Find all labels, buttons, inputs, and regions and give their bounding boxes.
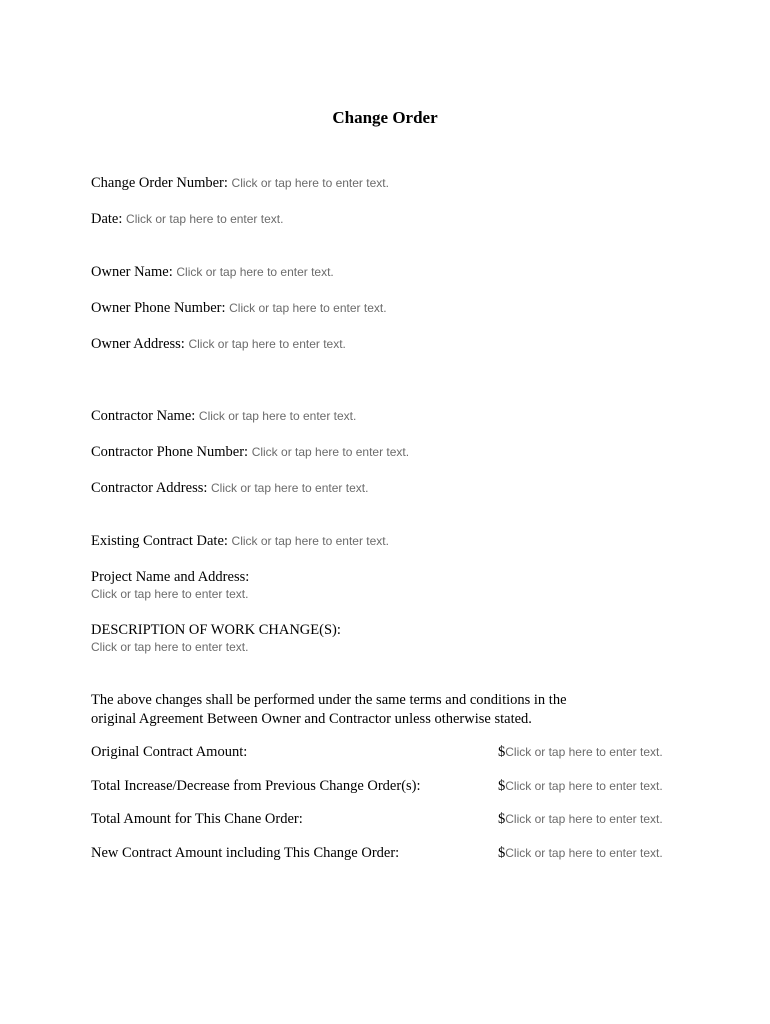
- field-contractor-address: [91, 479, 368, 497]
- terms-line: original Agreement Between Owner and Contractor unless otherwise stated.: [91, 711, 532, 727]
- field-date: [91, 210, 283, 228]
- contractor-phone-input[interactable]: Click or tap here to enter text.: [251, 445, 410, 459]
- amount-row-original: [91, 743, 691, 761]
- field-owner-address: [91, 335, 346, 353]
- field-label: Contractor Phone Number:: [91, 444, 252, 460]
- amount-row-this-change-order: [91, 810, 691, 828]
- field-label: Date:: [91, 211, 127, 227]
- owner-phone-input[interactable]: Click or tap here to enter text.: [229, 301, 387, 315]
- field-label: Contractor Address:: [91, 480, 212, 496]
- field-label: Contractor Name:: [91, 408, 199, 424]
- project-name-label: Project Name and Address:: [91, 569, 250, 585]
- amount-label: Original Contract Amount:: [91, 744, 248, 760]
- amount-row-increase-decrease: [91, 777, 691, 795]
- amount-label: Total Amount for This Chane Order:: [91, 811, 303, 827]
- increase-decrease-input[interactable]: Click or tap here to enter text.: [505, 779, 663, 793]
- owner-address-input[interactable]: Click or tap here to enter text.: [188, 337, 346, 351]
- document-title: Change Order: [332, 108, 438, 127]
- terms-line: The above changes shall be performed under the same terms and conditions in the: [91, 692, 567, 708]
- project-name-input[interactable]: Click or tap here to enter text.: [91, 587, 249, 601]
- field-owner-phone: [91, 299, 387, 317]
- new-contract-amount-input[interactable]: Click or tap here to enter text.: [505, 846, 663, 860]
- field-label: Change Order Number:: [91, 175, 232, 191]
- field-label: Existing Contract Date:: [91, 533, 232, 549]
- existing-contract-date-input[interactable]: Click or tap here to enter text.: [231, 534, 389, 548]
- field-change-order-number: [91, 174, 389, 192]
- amount-value: [498, 810, 663, 828]
- contractor-address-input[interactable]: Click or tap here to enter text.: [211, 481, 369, 495]
- field-label: Owner Name:: [91, 264, 177, 280]
- date-input[interactable]: Click or tap here to enter text.: [126, 212, 284, 226]
- field-existing-contract-date: [91, 532, 389, 550]
- field-owner-name: [91, 263, 334, 281]
- currency-symbol: $: [498, 845, 506, 861]
- description-label: DESCRIPTION OF WORK CHANGE(S):: [91, 622, 341, 638]
- contractor-name-input[interactable]: Click or tap here to enter text.: [198, 409, 357, 423]
- field-contractor-phone: [91, 443, 409, 461]
- amount-value: [498, 844, 663, 862]
- terms-paragraph: [91, 691, 611, 729]
- amount-label: Total Increase/Decrease from Previous Change Order(s):: [91, 778, 421, 794]
- currency-symbol: $: [498, 811, 506, 827]
- field-label: Owner Address:: [91, 336, 189, 352]
- original-amount-input[interactable]: Click or tap here to enter text.: [505, 745, 663, 759]
- owner-name-input[interactable]: Click or tap here to enter text.: [176, 265, 334, 279]
- currency-symbol: $: [498, 778, 506, 794]
- field-label: Owner Phone Number:: [91, 300, 230, 316]
- description-input[interactable]: Click or tap here to enter text.: [91, 640, 249, 654]
- currency-symbol: $: [498, 744, 506, 760]
- amount-row-new-contract: [91, 844, 691, 862]
- amount-label: New Contract Amount including This Change Order:: [91, 845, 400, 861]
- change-order-number-input[interactable]: Click or tap here to enter text.: [231, 176, 389, 190]
- field-contractor-name: [91, 407, 356, 425]
- amount-value: [498, 743, 663, 761]
- this-change-order-amount-input[interactable]: Click or tap here to enter text.: [505, 812, 663, 826]
- amount-value: [498, 777, 663, 795]
